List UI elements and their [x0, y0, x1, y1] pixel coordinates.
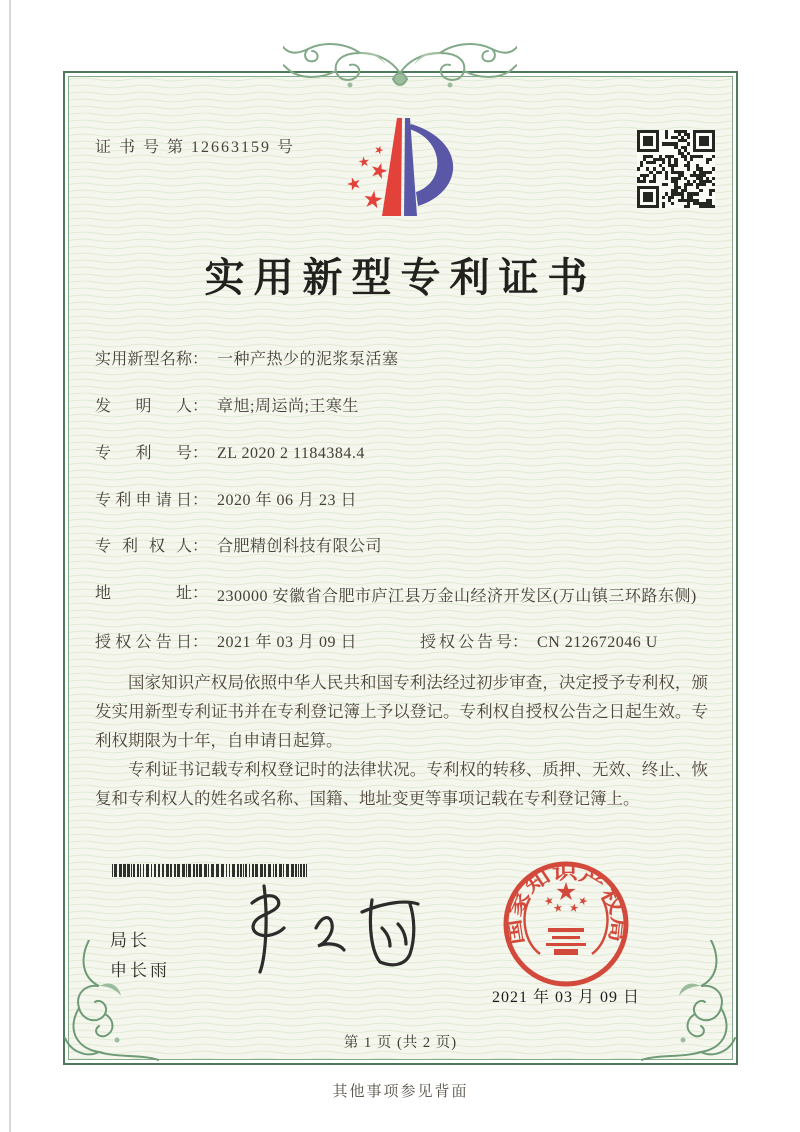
field-label: 授权公告号	[420, 634, 512, 651]
page-number: 第 1 页 (共 2 页)	[343, 1035, 458, 1051]
field-label: 专利申请日	[95, 492, 192, 509]
field-label: 实用新型名称	[95, 351, 192, 368]
field-row-name	[95, 350, 399, 370]
field-row-patentee	[95, 537, 382, 557]
field-colon: ：	[192, 634, 209, 651]
field-colon: ：	[192, 492, 209, 509]
field-value: 合肥精创科技有限公司	[217, 538, 383, 555]
field-row-patent-no	[95, 444, 365, 464]
svg-text:国家知识产权局	[503, 861, 629, 946]
official-seal	[486, 846, 646, 1006]
grant-no-pair	[420, 633, 658, 653]
field-value: 章旭;周运尚;王寒生	[217, 398, 359, 415]
field-label: 授权公告日	[95, 634, 192, 651]
field-colon: ：	[192, 398, 209, 415]
certificate-number: 证 书 号 第 12663159 号	[95, 139, 296, 156]
field-row-inventors	[95, 397, 359, 417]
back-side-note: 其他事项参见背面	[332, 1084, 469, 1100]
grant-date-value: 2021 年 03 月 09 日	[217, 634, 358, 651]
field-colon: ：	[192, 585, 209, 602]
seal-org-text: 国家知识产权局	[504, 862, 629, 946]
field-label: 地址	[95, 585, 192, 602]
field-colon: ：	[192, 351, 209, 368]
top-flourish-ornament	[283, 27, 517, 107]
field-value: 230000 安徽省合肥市庐江县万金山经济开发区(万山镇三环路东侧)	[217, 588, 697, 605]
seal-date: 2021 年 03 月 09 日	[492, 989, 641, 1006]
field-value: 一种产热少的泥浆泵活塞	[217, 351, 399, 368]
qr-code	[637, 130, 715, 208]
legal-text-block	[95, 668, 708, 813]
field-colon: ：	[512, 634, 529, 651]
field-colon: ：	[192, 445, 209, 462]
field-row-grant	[95, 633, 708, 653]
field-row-address	[95, 584, 705, 610]
legal-paragraph-2: 专利证书记载专利权登记时的法律状况。专利权的转移、质押、无效、终止、恢复和专利权人的姓名或名称、国籍、地址变更等事项记载在专利登记簿上。	[95, 760, 708, 808]
field-value: 2020 年 06 月 23 日	[217, 492, 358, 509]
legal-paragraph-1: 国家知识产权局依照中华人民共和国专利法经过初步审查，决定授予专利权，颁发实用新型专利证书并在专利登记簿上予以登记。专利权自授权公告之日起生效。专利权期限为十年，自申请日起算。	[95, 673, 708, 750]
scan-page-edge	[9, 0, 11, 1132]
field-label: 专利权人	[95, 538, 192, 555]
handwritten-signature	[225, 872, 435, 987]
certificate-title: 实用新型专利证书	[204, 255, 597, 300]
field-label: 专利号	[95, 445, 192, 462]
field-value: ZL 2020 2 1184384.4	[217, 445, 365, 462]
commissioner-title: 局长	[110, 931, 150, 950]
cnipa-logo-icon	[338, 112, 462, 230]
field-label: 发明人	[95, 398, 192, 415]
field-row-filing-date	[95, 491, 357, 511]
field-colon: ：	[192, 538, 209, 555]
grant-no-value: CN 212672046 U	[537, 634, 658, 651]
commissioner-name: 申长雨	[110, 961, 170, 980]
